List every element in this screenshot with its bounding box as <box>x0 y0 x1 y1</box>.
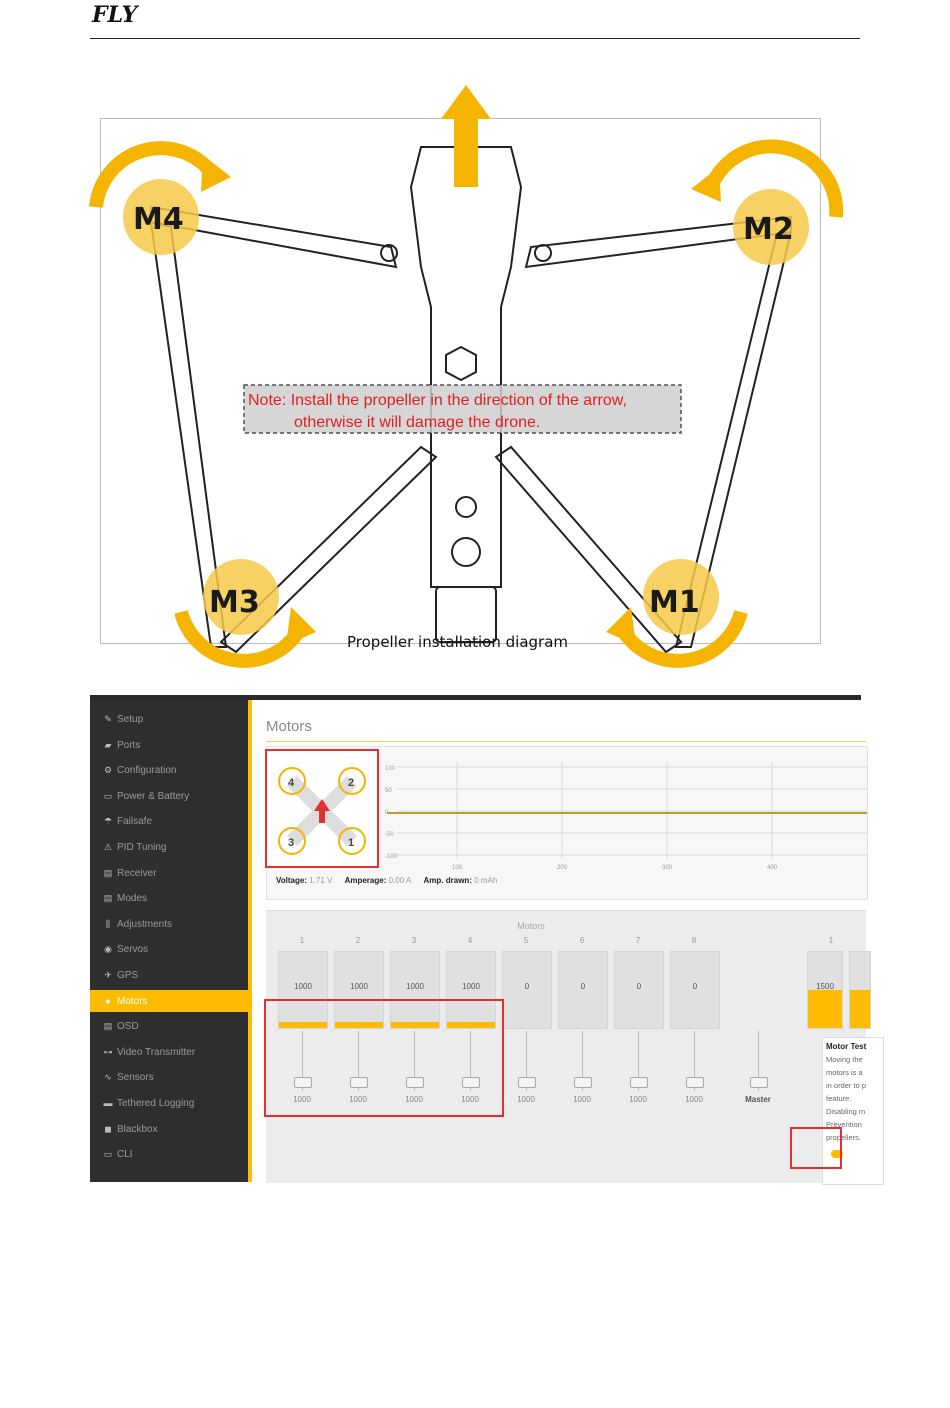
plug-icon: ▰ <box>104 739 112 750</box>
sliders-icon: ⫼ <box>105 918 111 929</box>
sidebar-item-video-transmitter[interactable] <box>90 1041 248 1063</box>
logging-icon: ▬ <box>103 1098 113 1108</box>
sidebar-item-motors[interactable] <box>90 990 248 1012</box>
master-slider-label: Master <box>745 1095 771 1104</box>
motor-output-value: 1000 <box>462 982 480 991</box>
sidebar-item-gps[interactable] <box>90 964 248 986</box>
highlight-toggle <box>790 1127 842 1169</box>
motor-output-bar <box>614 951 664 1029</box>
graph-x-tick: 100 <box>452 865 463 871</box>
sidebar-item-label: Receiver <box>117 867 157 879</box>
motor-number: 3 <box>411 936 417 945</box>
warning-text-line: Prevention <box>826 1120 862 1129</box>
receiver-icon: ▤ <box>103 867 113 878</box>
sidebar-item-label: Servos <box>117 944 149 956</box>
graph-y-tick: 50 <box>385 788 392 794</box>
graph-x-tick: 200 <box>557 865 568 871</box>
motor-output-value: 0 <box>524 982 530 991</box>
sidebar-item-receiver[interactable] <box>90 862 248 884</box>
header-divider <box>90 38 860 39</box>
sidebar-item-cli[interactable] <box>90 1143 248 1165</box>
sidebar-item-label: Ports <box>117 739 141 751</box>
motor-label-m3: M3 <box>209 585 260 620</box>
motor-slider-value: 1000 <box>629 1095 647 1104</box>
voltage-label: Voltage: <box>276 876 307 885</box>
svg-text:4: 4 <box>288 777 295 789</box>
gear-icon: ⚙ <box>103 765 113 776</box>
graph-x-tick: 300 <box>662 865 673 871</box>
sidebar-item-failsafe[interactable] <box>90 810 248 832</box>
amperage-value: 0.00 A <box>388 876 412 885</box>
sidebar-item-label: GPS <box>117 970 139 981</box>
sidebar-item-sensors[interactable] <box>90 1066 248 1088</box>
graph-x-tick: 400 <box>767 865 778 871</box>
sidebar-item-configuration[interactable] <box>90 759 248 781</box>
motor-slider-value: 1000 <box>573 1095 591 1104</box>
title-underline <box>266 741 866 742</box>
sidebar-item-setup[interactable] <box>90 708 248 730</box>
wrench-icon: ✎ <box>104 714 112 724</box>
motor-number: 5 <box>523 936 529 945</box>
sidebar-item-adjustments[interactable] <box>90 913 248 935</box>
sidebar-item-label: OSD <box>117 1021 139 1033</box>
servo-output-fill <box>808 990 842 1028</box>
warning-text-line: feature. <box>826 1094 852 1103</box>
servo-icon: ◉ <box>104 944 112 955</box>
amperage-label: Amperage: <box>344 876 387 885</box>
motors-control-panel <box>266 910 866 1183</box>
propeller-diagram <box>100 118 821 651</box>
servo-output-bar-2 <box>849 951 871 1029</box>
motor-output-value: 0 <box>636 982 642 991</box>
motor-slider-value: 1000 <box>405 1095 423 1104</box>
motor-slider-handle[interactable] <box>518 1077 536 1088</box>
sidebar <box>90 700 248 1182</box>
blackbox-icon: ◼ <box>104 1123 112 1134</box>
sidebar-item-servos[interactable] <box>90 938 248 960</box>
diagram-caption: Propeller installation diagram <box>347 633 569 651</box>
motor-slider-value: 1000 <box>293 1095 311 1104</box>
sidebar-item-label: Adjustments <box>117 918 173 930</box>
sidebar-item-power-battery[interactable] <box>90 785 248 807</box>
motor-slider-handle[interactable] <box>574 1077 592 1088</box>
sidebar-item-ports[interactable] <box>90 734 248 756</box>
battery-icon: ▭ <box>103 790 113 801</box>
motor-label-m1: M1 <box>649 585 700 620</box>
sidebar-item-label: Motors <box>117 995 148 1007</box>
amp-drawn-value: 0 mAh <box>474 876 498 885</box>
motor-slider-value: 1000 <box>349 1095 367 1104</box>
note-line-1: Note: Install the propeller in the direction of the arrow, <box>248 392 627 409</box>
graph-y-tick: 100 <box>385 766 396 772</box>
graph-y-tick: -50 <box>385 832 394 838</box>
motor-label-m4: M4 <box>133 202 184 237</box>
voltage-value: 1.71 V <box>309 876 333 885</box>
motor-number: 7 <box>635 936 641 945</box>
quad-x-icon <box>267 751 377 866</box>
note-line-2: otherwise it will damage the drone. <box>294 414 541 431</box>
graph-y-tick: -100 <box>385 854 398 860</box>
highlight-motor-sliders <box>264 999 504 1117</box>
sidebar-item-modes[interactable] <box>90 887 248 909</box>
sidebar-item-tethered-logging[interactable] <box>90 1092 248 1114</box>
center-hex <box>446 347 476 380</box>
svg-text:1: 1 <box>348 837 355 849</box>
motor-slider-value: 1000 <box>461 1095 479 1104</box>
sidebar-item-pid-tuning[interactable] <box>90 836 248 858</box>
motor-output-value: 1000 <box>294 982 312 991</box>
satellite-icon: ✈ <box>104 970 112 980</box>
warning-text-line: motors is a <box>826 1068 863 1077</box>
motor-slider-value: 1000 <box>517 1095 535 1104</box>
motor-output-value: 0 <box>580 982 586 991</box>
master-slider-handle[interactable] <box>750 1077 768 1088</box>
sidebar-item-osd[interactable] <box>90 1015 248 1037</box>
motor-slider-value: 1000 <box>685 1095 703 1104</box>
motor-output-bar <box>670 951 720 1029</box>
motor-number: 8 <box>691 936 697 945</box>
modes-icon: ▤ <box>103 893 113 904</box>
svg-text:3: 3 <box>288 837 295 849</box>
motor-number: 4 <box>467 936 473 945</box>
svg-text:2: 2 <box>348 777 355 789</box>
sidebar-item-label: Failsafe <box>117 816 153 828</box>
motor-number: 1 <box>299 936 305 945</box>
sidebar-item-label: Configuration <box>117 765 177 777</box>
motor-label-m2: M2 <box>743 212 794 247</box>
standoff-right <box>535 245 551 261</box>
drone-frame-drawing <box>91 67 831 667</box>
motor-output-bar <box>502 951 552 1029</box>
sidebar-item-label: Sensors <box>117 1072 154 1084</box>
motors-page <box>252 700 867 1182</box>
warning-text-line: Disabling m <box>826 1107 866 1116</box>
servo-output-bar <box>807 951 843 1029</box>
sidebar-item-label: Video Transmitter <box>117 1046 196 1058</box>
sidebar-item-label: Tethered Logging <box>117 1098 195 1109</box>
graph-y-tick: 0 <box>385 810 389 816</box>
frame-body <box>411 147 521 587</box>
servo-output-fill <box>850 990 870 1028</box>
vtx-icon: ⊶ <box>103 1046 113 1057</box>
quad-preview <box>265 749 379 868</box>
motor-output-bar <box>558 951 608 1029</box>
motor-output-value: 1000 <box>406 982 424 991</box>
sidebar-item-label: Modes <box>117 893 148 905</box>
sensors-icon: ∿ <box>104 1072 112 1083</box>
motor-output-value: 0 <box>692 982 698 991</box>
warning-text-line: propellers. <box>826 1133 862 1142</box>
motor-slider-handle[interactable] <box>630 1077 648 1088</box>
motor-icon: ● <box>105 995 111 1006</box>
motor-number: 2 <box>355 936 361 945</box>
configurator-screenshot <box>90 695 867 1182</box>
parachute-icon: ☂ <box>103 816 113 827</box>
warning-title: Motor Test <box>826 1042 867 1051</box>
tuning-icon: ⚠ <box>103 842 113 852</box>
motor-slider-handle[interactable] <box>686 1077 704 1088</box>
sidebar-item-label: Power & Battery <box>117 790 190 802</box>
servo-output-value: 1500 <box>816 982 834 991</box>
page-title: Motors <box>266 718 312 735</box>
brand-logo: FLY <box>92 2 138 28</box>
motor-number: 6 <box>579 936 585 945</box>
sidebar-item-blackbox[interactable] <box>90 1118 248 1140</box>
power-status <box>276 876 507 885</box>
sidebar-item-label: PID Tuning <box>117 842 167 853</box>
servo-number: 1 <box>828 936 834 945</box>
terminal-icon: ▭ <box>103 1149 113 1160</box>
sidebar-item-label: CLI <box>117 1149 133 1161</box>
motors-panel-title: Motors <box>517 921 545 931</box>
warning-text-line: in order to p <box>826 1081 867 1090</box>
motor-output-value: 1000 <box>350 982 368 991</box>
amp-drawn-label: Amp. drawn: <box>423 876 472 885</box>
sidebar-item-label: Blackbox <box>117 1123 158 1135</box>
warning-text-line: Moving the <box>826 1055 863 1064</box>
forward-arrow <box>441 85 491 187</box>
sidebar-item-label: Setup <box>117 714 144 725</box>
osd-icon: ▤ <box>103 1021 113 1032</box>
